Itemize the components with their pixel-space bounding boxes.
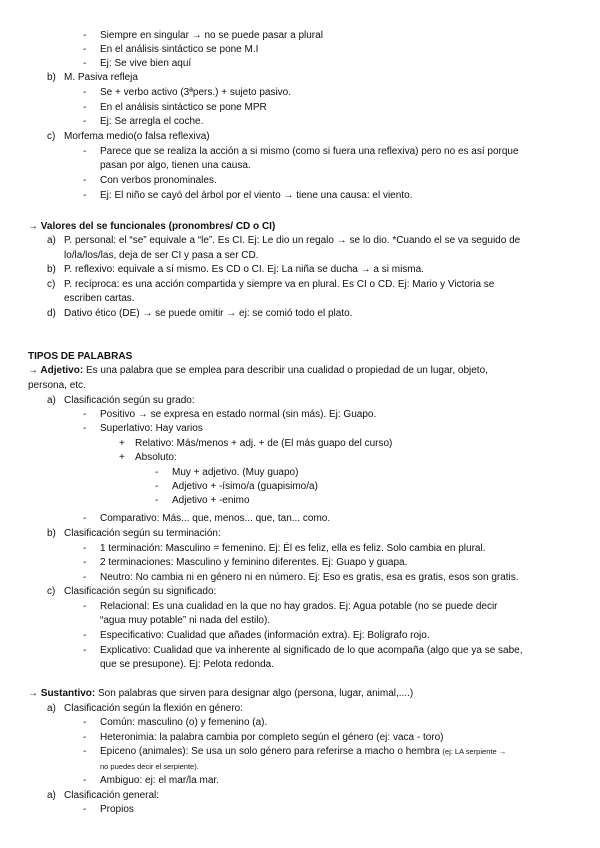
list-marker: - (155, 467, 159, 478)
list-marker: - (83, 630, 87, 641)
line-text: Neutro: No cambia ni en género ni en número. Ej: Eso es gratis, esa es gratis, esos son gratis. (100, 572, 519, 583)
list-marker: - (83, 732, 87, 743)
bold-label: → Adjetivo: (28, 365, 84, 376)
list-marker: - (83, 116, 87, 127)
text-line (100, 87, 291, 99)
text-line (64, 308, 352, 320)
line-text: Siempre en singular → no se puede pasar a plural (100, 30, 323, 41)
bold-label: → Valores del se funcionales (pronombres/ CD o CI) (28, 221, 276, 232)
list-marker: - (155, 481, 159, 492)
list-marker: a) (47, 790, 56, 801)
text-line (100, 630, 430, 642)
list-marker: - (83, 102, 87, 113)
line-text: M. Pasiva refleja (64, 72, 138, 83)
text-line (28, 380, 86, 392)
line-text: P. reflexivo: equivale a sí mismo. Es CD o CI. Ej: La niña se ducha → a si misma. (64, 264, 424, 275)
list-marker: - (83, 601, 87, 612)
line-text: Propios (100, 804, 134, 815)
line-text: que se presupone). Ej: Pelota redonda. (100, 659, 275, 670)
line-text: Ambiguo: ej: el mar/la mar. (100, 775, 219, 786)
line-text: Se + verbo activo (3ªpers.) + sujeto pasivo. (100, 87, 292, 98)
line-text: Clasificación según su significado: (64, 586, 217, 597)
line-text: Son palabras que sirven para designar algo (persona, lugar, animal,....) (95, 688, 414, 699)
list-marker: - (83, 804, 87, 815)
line-text: En el análisis sintáctico se pone M.I (100, 44, 259, 55)
line-text: Ej: Se vive bien aquí (100, 58, 192, 69)
text-line (100, 160, 251, 172)
text-line (135, 438, 392, 450)
text-line (100, 58, 191, 70)
line-text: Común: masculino (o) y femenino (a). (100, 717, 268, 728)
text-line (100, 732, 444, 744)
line-text: Heteronimia: la palabra cambia por completo según el género (ej: vaca - toro) (100, 732, 444, 743)
text-line (100, 804, 134, 816)
text-line (100, 761, 199, 773)
line-text: “agua muy potable” ni nada del estilo). (100, 615, 271, 626)
line-text: Explicativo: Cualidad que va inherente al significado de lo que acompaña (algo que ya se sabe, (100, 645, 523, 656)
line-text: Clasificación según la flexión en género: (64, 703, 243, 714)
list-marker: - (83, 30, 87, 41)
list-marker: - (83, 190, 87, 201)
line-text: Superlativo: Hay varios (100, 423, 203, 434)
text-line (100, 615, 270, 627)
line-text: Parece que se realiza la acción a si mismo (como si fuera una reflexiva) pero no es así porque (100, 146, 519, 157)
line-text: 1 terminación: Masculino = femenino. Ej: Él es feliz, ella es feliz. Solo cambia en plural. (100, 543, 486, 554)
text-line (64, 703, 243, 715)
list-marker: - (83, 717, 87, 728)
text-line (100, 572, 519, 584)
section-heading-line (28, 365, 488, 377)
line-text: persona, etc. (28, 380, 86, 391)
text-line (172, 495, 250, 507)
text-line (100, 102, 267, 114)
list-marker: a) (47, 235, 56, 246)
text-line (100, 146, 519, 158)
text-line (64, 72, 138, 84)
text-line (100, 513, 330, 525)
text-line (100, 543, 485, 555)
line-text: Clasificación según su grado: (64, 395, 195, 406)
list-marker: - (83, 58, 87, 69)
line-text: Con verbos pronominales. (100, 175, 217, 186)
text-line (64, 235, 520, 247)
text-line (135, 452, 177, 464)
line-text: Muy + adjetivo. (Muy guapo) (172, 467, 299, 478)
list-marker: b) (47, 528, 56, 539)
text-line (64, 250, 259, 262)
line-text: En el análisis sintáctico se pone MPR (100, 102, 267, 113)
list-marker: a) (47, 395, 56, 406)
text-line (172, 481, 318, 493)
section-heading-line (28, 221, 275, 233)
list-marker: - (83, 557, 87, 568)
line-text: Comparativo: Más... que, menos... que, tan... como. (100, 513, 331, 524)
list-marker: d) (47, 308, 56, 319)
text-line (100, 775, 219, 787)
list-marker: - (83, 572, 87, 583)
line-text: P. recíproca: es una acción compartida y siempre va en plural. Es CI o CD. Ej: Mario y Victoria se (64, 279, 495, 290)
line-text: Adjetivo + -ísimo/a (guapisimo/a) (172, 481, 318, 492)
list-marker: - (83, 775, 87, 786)
list-marker: - (83, 146, 87, 157)
line-text: 2 terminaciones: Masculino y feminino diferentes. Ej: Guapo y guapa. (100, 557, 408, 568)
line-text: Adjetivo + -enimo (172, 495, 250, 506)
text-line (64, 279, 494, 291)
list-marker: - (83, 543, 87, 554)
list-marker: - (83, 645, 87, 656)
list-marker: b) (47, 72, 56, 83)
bold-label: TIPOS DE PALABRAS (28, 351, 133, 362)
text-line (64, 586, 216, 598)
list-marker: c) (47, 279, 56, 290)
text-line (100, 717, 267, 729)
line-text: escriben cartas. (64, 293, 135, 304)
line-text: Epiceno (animales): Se usa un solo género para referirse a macho o hembra (100, 746, 443, 757)
text-line (64, 528, 221, 540)
list-marker: - (155, 495, 159, 506)
text-line (64, 131, 210, 143)
line-text: Morfema medio(o falsa reflexiva) (64, 131, 210, 142)
bold-label: → Sustantivo: (28, 688, 96, 699)
list-marker: - (83, 175, 87, 186)
text-line (64, 790, 159, 802)
text-line (100, 44, 258, 56)
list-marker: - (83, 44, 87, 55)
text-line (100, 30, 323, 42)
list-marker: a) (47, 703, 56, 714)
text-line (64, 264, 424, 276)
text-line (64, 395, 195, 407)
text-line (100, 645, 523, 657)
list-marker: - (83, 87, 87, 98)
text-line (100, 116, 203, 128)
line-text: Ej: Se arregla el coche. (100, 116, 204, 127)
line-text: Positivo → se expresa en estado normal (sin más). Ej: Guapo. (100, 409, 377, 420)
text-line (172, 467, 298, 479)
line-text: Especificativo: Cualidad que añades (información extra). Ej: Bolígrafo rojo. (100, 630, 430, 641)
line-text: P. personal: el “se” equivale a “le”. Es CI. Ej: Le dio un regalo → se lo dio. *Cuando el se va seguido de (64, 235, 521, 246)
line-text: Es una palabra que se emplea para describir una cualidad o propiedad de un lugar, objeto, (83, 365, 488, 376)
text-line (100, 175, 217, 187)
line-text: Clasificación general: (64, 790, 160, 801)
list-marker: c) (47, 131, 56, 142)
line-text: Absoluto: (135, 452, 177, 463)
line-text: lo/la/los/las, deja de ser CI y pasa a ser CD. (64, 250, 259, 261)
text-line (100, 423, 203, 435)
text-line (100, 190, 412, 202)
small-note: no puedes decir el serpiente). (100, 762, 199, 771)
line-text: Ej: El niño se cayó del árbol por el viento → tiene una causa: el viento. (100, 190, 413, 201)
text-line (100, 557, 407, 569)
list-marker: + (119, 438, 125, 449)
list-marker: c) (47, 586, 56, 597)
line-text: Relativo: Más/menos + adj. + de (El más guapo del curso) (135, 438, 393, 449)
line-text: Dativo ético (DE) → se puede omitir → ej: se comió todo el plato. (64, 308, 353, 319)
section-heading-line (28, 351, 132, 363)
list-marker: - (83, 513, 87, 524)
text-line (100, 409, 376, 421)
list-marker: - (83, 423, 87, 434)
list-marker: - (83, 746, 87, 757)
line-text: pasan por algo, tienen una causa. (100, 160, 251, 171)
list-marker: b) (47, 264, 56, 275)
text-line (100, 746, 506, 758)
text-line (100, 601, 498, 613)
section-heading-line (28, 688, 413, 700)
small-note: (ej: LA serpiente → (442, 747, 507, 756)
text-line (64, 293, 135, 305)
text-line (100, 659, 274, 671)
line-text: Relacional: Es una cualidad en la que no hay grados. Ej: Agua potable (no se puede decir (100, 601, 498, 612)
line-text: Clasificación según su terminación: (64, 528, 221, 539)
list-marker: - (83, 409, 87, 420)
list-marker: + (119, 452, 125, 463)
